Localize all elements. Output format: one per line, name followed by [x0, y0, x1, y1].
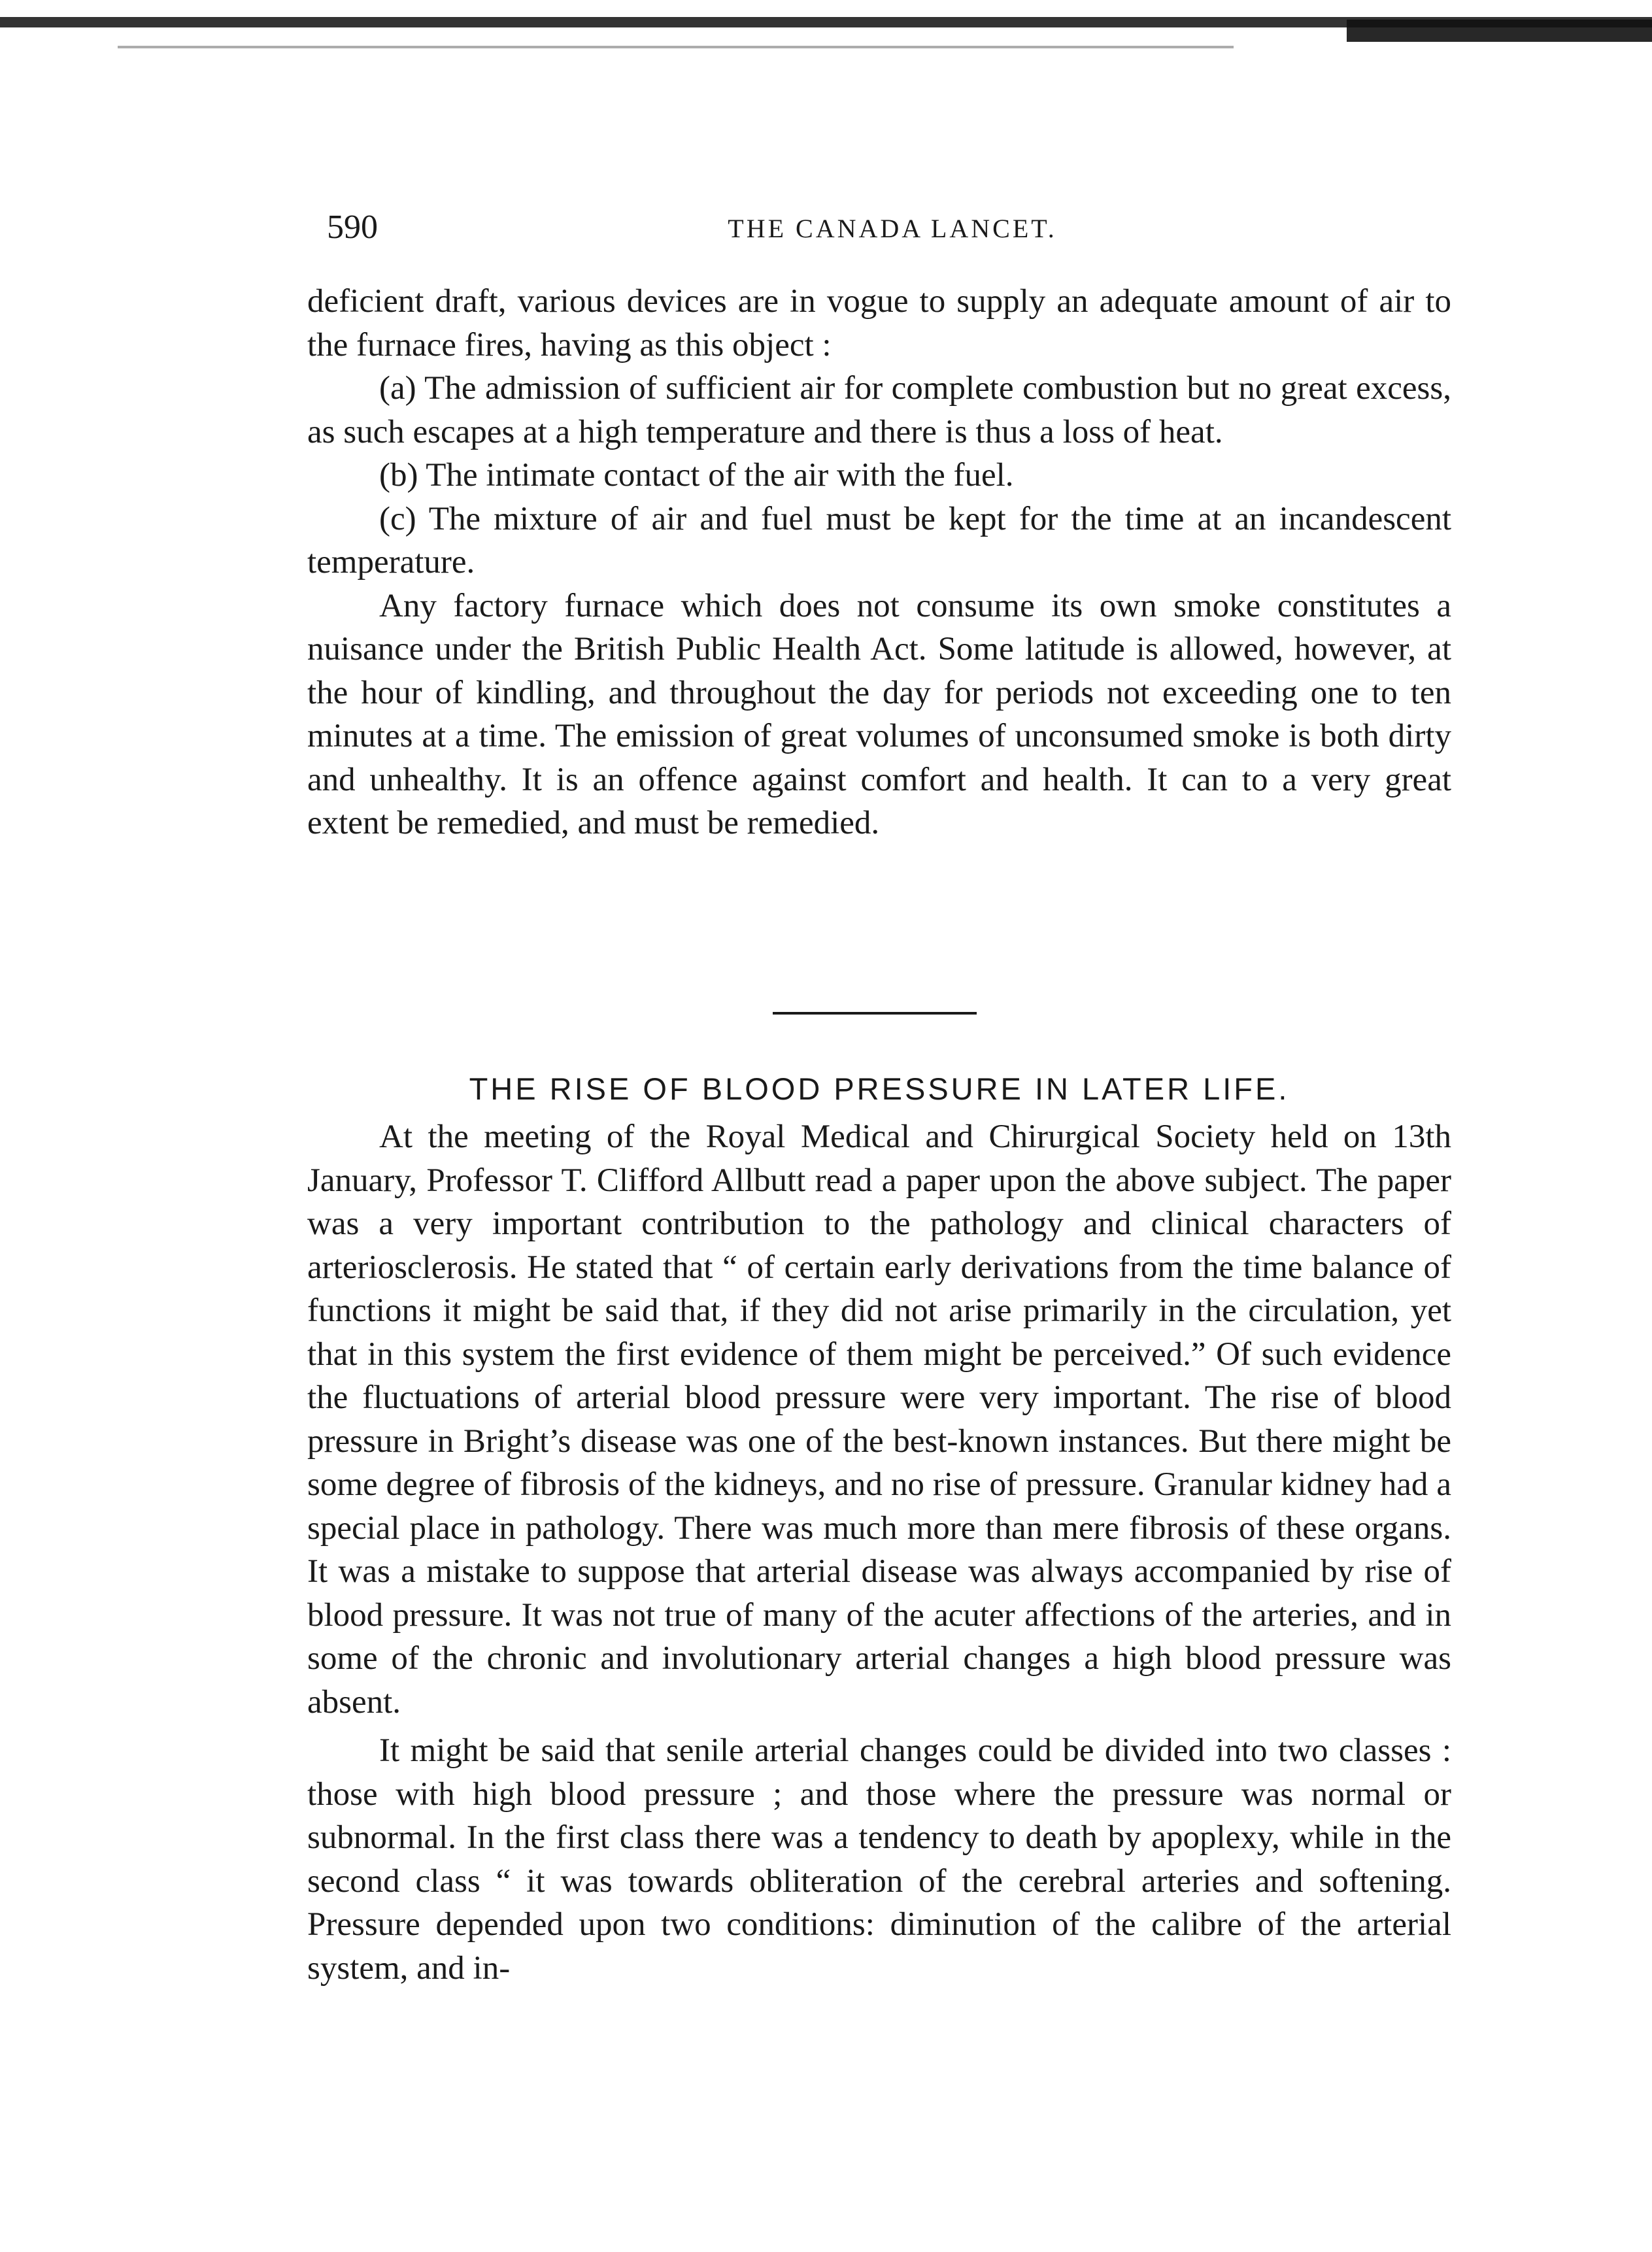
section-divider [773, 1012, 977, 1015]
paragraph: It might be said that senile arterial changes could be divided into two classes : those with high blood pressure ; and those where the pressure was normal or subnormal. In the first class there was a tendency to death by apoplexy, while in the second class “ it was towards obliteration of the cerebral arteries and softening. Pressure depended upon two conditions: diminution of the calibre of the arterial system, and in- [307, 1732, 1451, 1987]
list-item-c: (c) The mixture of air and fuel must be kept for the time at an incandescent temperature. [307, 500, 1451, 580]
page-number: 590 [327, 209, 378, 246]
scan-edge-mark [1347, 20, 1652, 42]
continued-section [307, 280, 1451, 845]
list-item-b: (b) The intimate contact of the air with the fuel. [379, 457, 1014, 494]
running-head [307, 208, 1451, 254]
article-title: THE RISE OF BLOOD PRESSURE IN LATER LIFE. [469, 1071, 1290, 1106]
paragraph: At the meeting of the Royal Medical and Chirurgical Society held on 13th January, Professor T. Clifford Allbutt read a paper upon the above subject. The paper was a very important contribution to the pathology and clinical characters of arteriosclerosis. He stated that “ of certain early derivations from the time balance of functions it might be said that, if they did not arise primarily in the circulation, yet that in this system the first evidence of them might be perceived.” Of such evidence the fluctuations of arterial blood pressure were very important. The rise of blood pressure in Bright’s disease was one of the best-known instances. But there might be some degree of fibrosis of the kidneys, and no rise of pressure. Granular kidney had a special place in pathology. There was much more than mere fibrosis of these organs. It was a mistake to suppose that arterial disease was always accompanied by rise of blood pressure. It was not true of many of the acuter affections of the arteries, and in some of the chronic and involutionary arterial changes a high blood pressure was absent. [307, 1118, 1451, 1721]
paragraph: deficient draft, various devices are in vogue to supply an adequate amount of air to the furnace fires, having as this object : [307, 283, 1451, 363]
journal-title: THE CANADA LANCET. [728, 214, 1057, 243]
paragraph: Any factory furnace which does not consume its own smoke constitutes a nuisance under the British Public Health Act. Some latitude is allowed, however, at the hour of kindling, and throughout the day for periods not exceeding one to ten minutes at a time. The emission of great volumes of unconsumed smoke is both dirty and unhealthy. It is an offence against comfort and health. It can to a very great extent be remedied, and must be remedied. [307, 587, 1451, 841]
article-body [307, 1115, 1451, 1990]
scan-edge-rule-faint [118, 46, 1234, 48]
list-item-a: (a) The admission of sufficient air for complete combustion but no great excess, as such escapes at a high temperature and there is thus a loss of heat. [307, 370, 1451, 450]
